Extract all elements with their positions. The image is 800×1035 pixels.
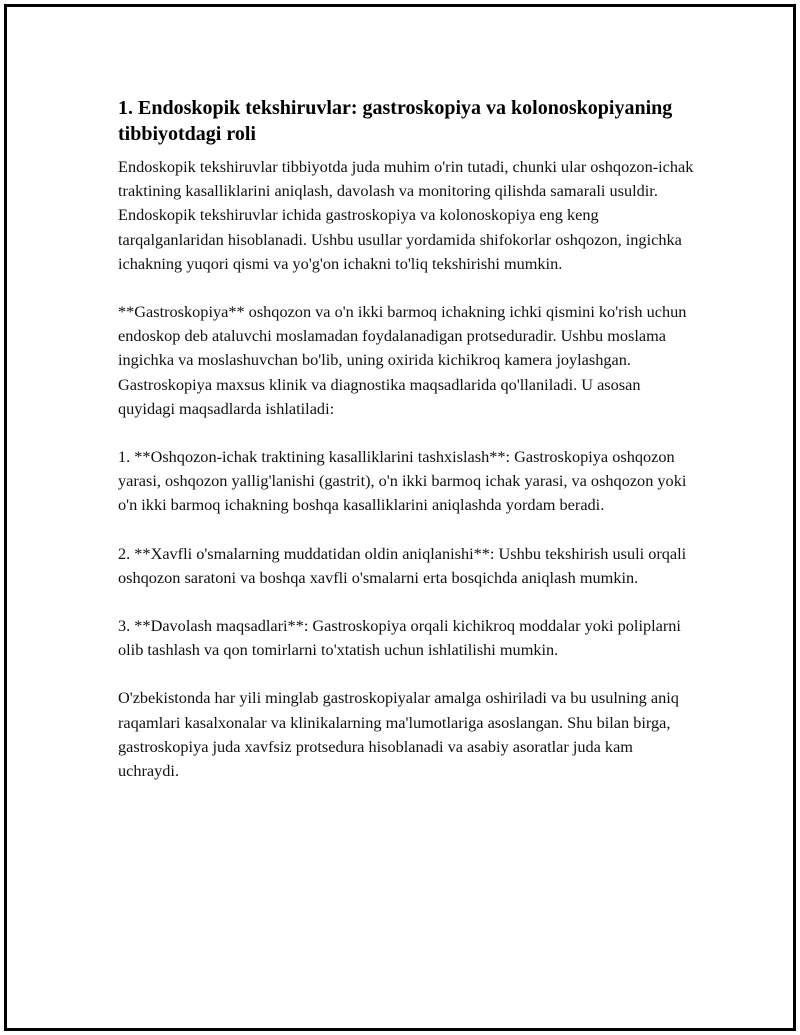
paragraph-intro: Endoskopik tekshiruvlar tibbiyotda juda muhim o'rin tutadi, chunki ular oshqozon-ichak traktining kasalliklarini aniqlash, davolash va monitoring qilishda samarali usuldir. Endoskopik tekshiruvlar ichida gastroskopiya va kolonoskopiya eng keng tarqalganlaridan hisoblanadi. Ushbu usullar yordamida shifokorlar oshqozon, ingichka ichakning yuqori qismi va yo'g'on ichakni to'liq tekshirishi mumkin. <box>118 157 694 273</box>
paragraph-list-item-2: 2. **Xavfli o'smalarning muddatidan oldin aniqlanishi**: Ushbu tekshirish usuli orqali oshqozon saratoni va boshqa xavfli o'smalarni erta bosqichda aniqlash mumkin. <box>118 543 687 587</box>
section-heading: 1. Endoskopik tekshiruvlar: gastroskopiya va kolonoskopiyaning tibbiyotdagi roli <box>118 97 673 145</box>
paragraph-uzbekistan: O'zbekistonda har yili minglab gastroskopiyalar amalga oshiriladi va bu usulning aniq raqamlari kasalxonalar va klinikalarning ma'lumotlariga asoslangan. Shu bilan birga, gastroskopiya juda xavfsiz protsedura hisoblanadi va asabiy asoratlar juda kam uchraydi. <box>118 688 679 781</box>
paragraph-list-item-3: 3. **Davolash maqsadlari**: Gastroskopiya orqali kichikroq moddalar yoki poliplarni olib tashlash va qon tomirlarni to'xtatish uchun ishlatilishi mumkin. <box>118 616 681 660</box>
paragraph-gastroscopy: **Gastroskopiya** oshqozon va o'n ikki barmoq ichakning ichki qismini ko'rish uchun endoskop deb ataluvchi moslamadan foydalanadigan protseduradir. Ushbu moslama ingichka va moslashuvchan bo'lib, uning oxirida kichikroq kamera joylashgan. Gastroskopiya maxsus klinik va diagnostika maqsadlarida qo'llaniladi. U asosan quyidagi maqsadlarda ishlatiladi: <box>118 302 687 418</box>
document-body <box>118 95 698 807</box>
paragraph-list-item-1: 1. **Oshqozon-ichak traktining kasalliklarini tashxislash**: Gastroskopiya oshqozon yarasi, oshqozon yallig'lanishi (gastrit), o'n ikki barmoq ichak yarasi, va oshqozon yoki o'n ikki barmoq ichakning boshqa kasalliklarini aniqlashda yordam beradi. <box>118 447 687 515</box>
